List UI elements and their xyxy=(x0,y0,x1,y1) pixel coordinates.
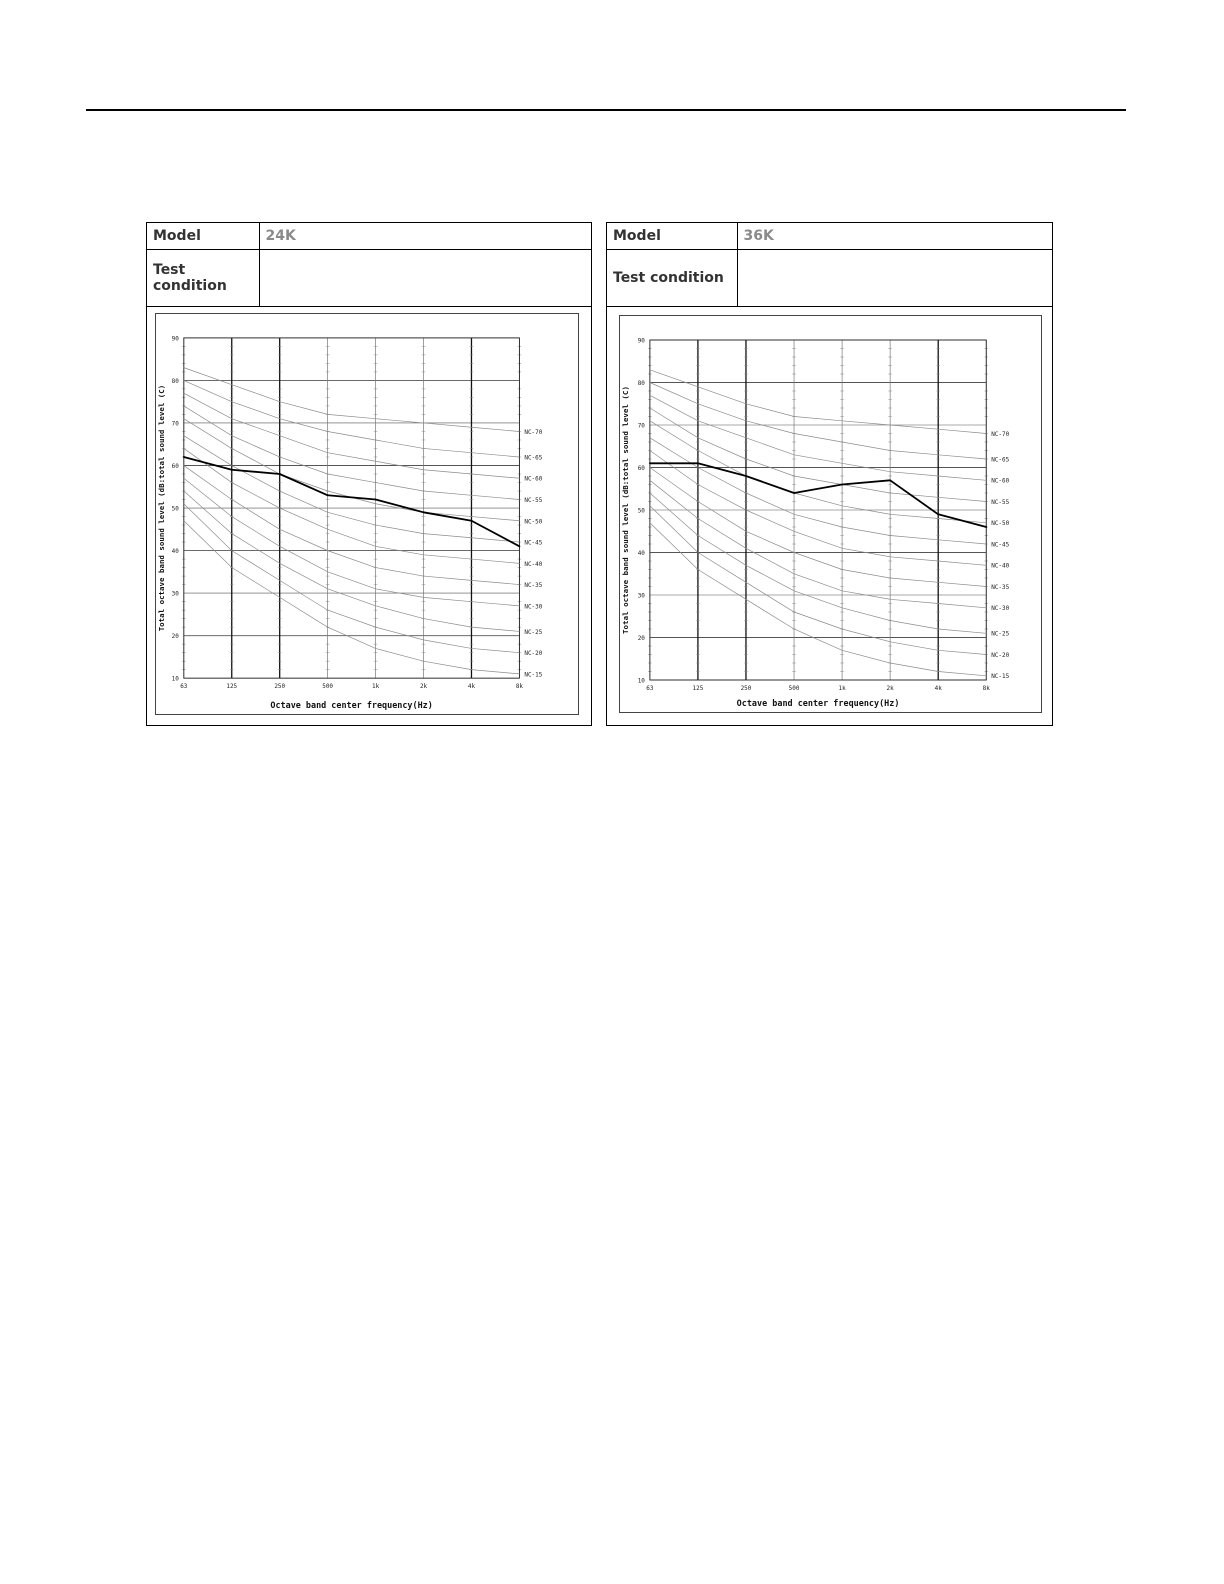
y-tick-label: 20 xyxy=(637,634,645,643)
nc-curve-label: NC-65 xyxy=(524,454,543,462)
measured-point xyxy=(937,513,939,515)
measured-series-line xyxy=(184,457,520,546)
y-tick-label: 10 xyxy=(171,675,179,683)
measured-point xyxy=(889,479,891,481)
measured-point xyxy=(375,499,377,501)
nc-curve xyxy=(184,380,520,457)
measured-point xyxy=(519,545,521,547)
nc-curve-label: NC-50 xyxy=(524,518,543,526)
x-tick-label: 1k xyxy=(371,683,380,691)
y-tick-label: 70 xyxy=(171,420,179,428)
nc-curve-label: NC-35 xyxy=(991,583,1010,592)
y-tick-label: 80 xyxy=(171,377,179,385)
nc-curve xyxy=(184,491,520,631)
y-tick-label: 40 xyxy=(637,549,645,558)
x-tick-label: 63 xyxy=(180,683,188,691)
chart-panel-right xyxy=(606,222,1053,726)
y-tick-label: 10 xyxy=(637,677,645,685)
y-tick-label: 50 xyxy=(637,507,645,515)
measured-series-line xyxy=(650,463,986,527)
nc-curve xyxy=(650,468,986,587)
measured-point xyxy=(471,520,473,522)
nc-curve-label: NC-15 xyxy=(524,671,543,679)
measured-point xyxy=(697,462,699,464)
measured-point xyxy=(327,494,329,496)
nc-curve xyxy=(650,370,986,434)
y-tick-label: 30 xyxy=(171,590,179,598)
x-tick-label: 1k xyxy=(838,684,846,693)
nc-curve-label: NC-25 xyxy=(991,630,1010,638)
nc-curve-label: NC-55 xyxy=(991,498,1010,507)
x-tick-label: 2k xyxy=(886,684,894,693)
measured-point xyxy=(183,456,185,458)
nc-curve xyxy=(650,506,986,655)
info-table-left xyxy=(147,223,591,307)
info-table-right xyxy=(607,223,1052,307)
x-tick-label: 500 xyxy=(788,684,800,693)
nc-curve-label: NC-60 xyxy=(991,477,1010,485)
y-tick-label: 90 xyxy=(171,335,179,343)
y-tick-label: 60 xyxy=(171,462,179,470)
nc-curve xyxy=(184,466,520,585)
x-tick-label: 8k xyxy=(982,684,990,693)
nc-curve-label: NC-70 xyxy=(524,428,543,436)
y-tick-label: 30 xyxy=(637,592,645,600)
nc-curve-label: NC-40 xyxy=(991,562,1010,570)
x-tick-label: 125 xyxy=(692,684,704,693)
measured-point xyxy=(841,484,843,486)
nc-curve-label: NC-50 xyxy=(991,520,1010,528)
x-tick-label: 63 xyxy=(646,684,654,693)
nc-curve xyxy=(184,504,520,653)
x-tick-label: 250 xyxy=(274,683,286,691)
y-tick-label: 90 xyxy=(637,337,645,345)
model-label: Model xyxy=(607,223,737,250)
measured-point xyxy=(423,511,425,513)
nc-curve-label: NC-20 xyxy=(524,650,543,658)
y-axis-label: Total octave band sound level (dB:total sound level (C) xyxy=(620,386,630,634)
x-tick-label: 4k xyxy=(467,683,476,691)
nc-curve xyxy=(650,383,986,460)
measured-point xyxy=(231,469,233,471)
nc-curve-label: NC-40 xyxy=(524,560,543,568)
top-rule xyxy=(86,109,1126,111)
nc-curve-label: NC-30 xyxy=(991,605,1010,613)
y-tick-label: 40 xyxy=(171,548,179,556)
nc-chart-left xyxy=(156,314,578,714)
measured-point xyxy=(985,526,987,528)
x-axis-label: Octave band center frequency(Hz) xyxy=(736,697,900,709)
nc-curve-label: NC-20 xyxy=(991,651,1010,660)
nc-curve-label: NC-15 xyxy=(991,673,1010,681)
test-condition-value xyxy=(737,250,1052,307)
chart-frame-right xyxy=(619,315,1042,713)
test-condition-label: Test condition xyxy=(607,250,737,307)
nc-curve-label: NC-55 xyxy=(524,497,543,505)
nc-curve xyxy=(650,421,986,523)
nc-curve-label: NC-70 xyxy=(991,430,1010,439)
y-tick-label: 20 xyxy=(171,633,179,641)
model-value: 24K xyxy=(259,223,591,250)
test-condition-value xyxy=(259,250,591,307)
nc-curve xyxy=(184,436,520,542)
measured-point xyxy=(745,475,747,477)
y-tick-label: 70 xyxy=(637,422,645,430)
nc-curve-label: NC-45 xyxy=(991,541,1010,549)
model-label: Model xyxy=(147,223,259,250)
y-tick-label: 60 xyxy=(637,464,645,473)
y-axis-label: Total octave band sound level (dB:total sound level (C) xyxy=(156,384,166,632)
x-tick-label: 125 xyxy=(226,683,238,691)
chart-frame-left xyxy=(155,313,579,715)
chart-panel-left xyxy=(146,222,592,726)
measured-point xyxy=(793,492,795,494)
nc-curve xyxy=(650,438,986,544)
y-tick-label: 50 xyxy=(171,505,179,513)
model-value: 36K xyxy=(737,223,1052,250)
measured-point xyxy=(649,462,651,464)
x-tick-label: 500 xyxy=(322,683,334,691)
x-axis-label: Octave band center frequency(Hz) xyxy=(270,700,433,711)
y-tick-label: 80 xyxy=(637,379,645,388)
nc-curve-label: NC-30 xyxy=(524,603,543,611)
nc-curve-label: NC-60 xyxy=(524,475,543,483)
x-tick-label: 2k xyxy=(419,683,428,691)
test-condition-label: Test condition xyxy=(147,250,259,307)
nc-chart-right xyxy=(620,316,1041,712)
nc-curve-label: NC-45 xyxy=(524,539,543,547)
nc-curve-label: NC-65 xyxy=(991,456,1010,464)
measured-point xyxy=(279,473,281,475)
x-tick-label: 8k xyxy=(515,683,523,691)
nc-curve-label: NC-35 xyxy=(524,582,543,590)
nc-curve xyxy=(184,368,520,432)
nc-curve-label: NC-25 xyxy=(524,628,543,636)
nc-curve xyxy=(650,493,986,633)
x-tick-label: 4k xyxy=(934,684,942,693)
x-tick-label: 250 xyxy=(740,684,752,693)
